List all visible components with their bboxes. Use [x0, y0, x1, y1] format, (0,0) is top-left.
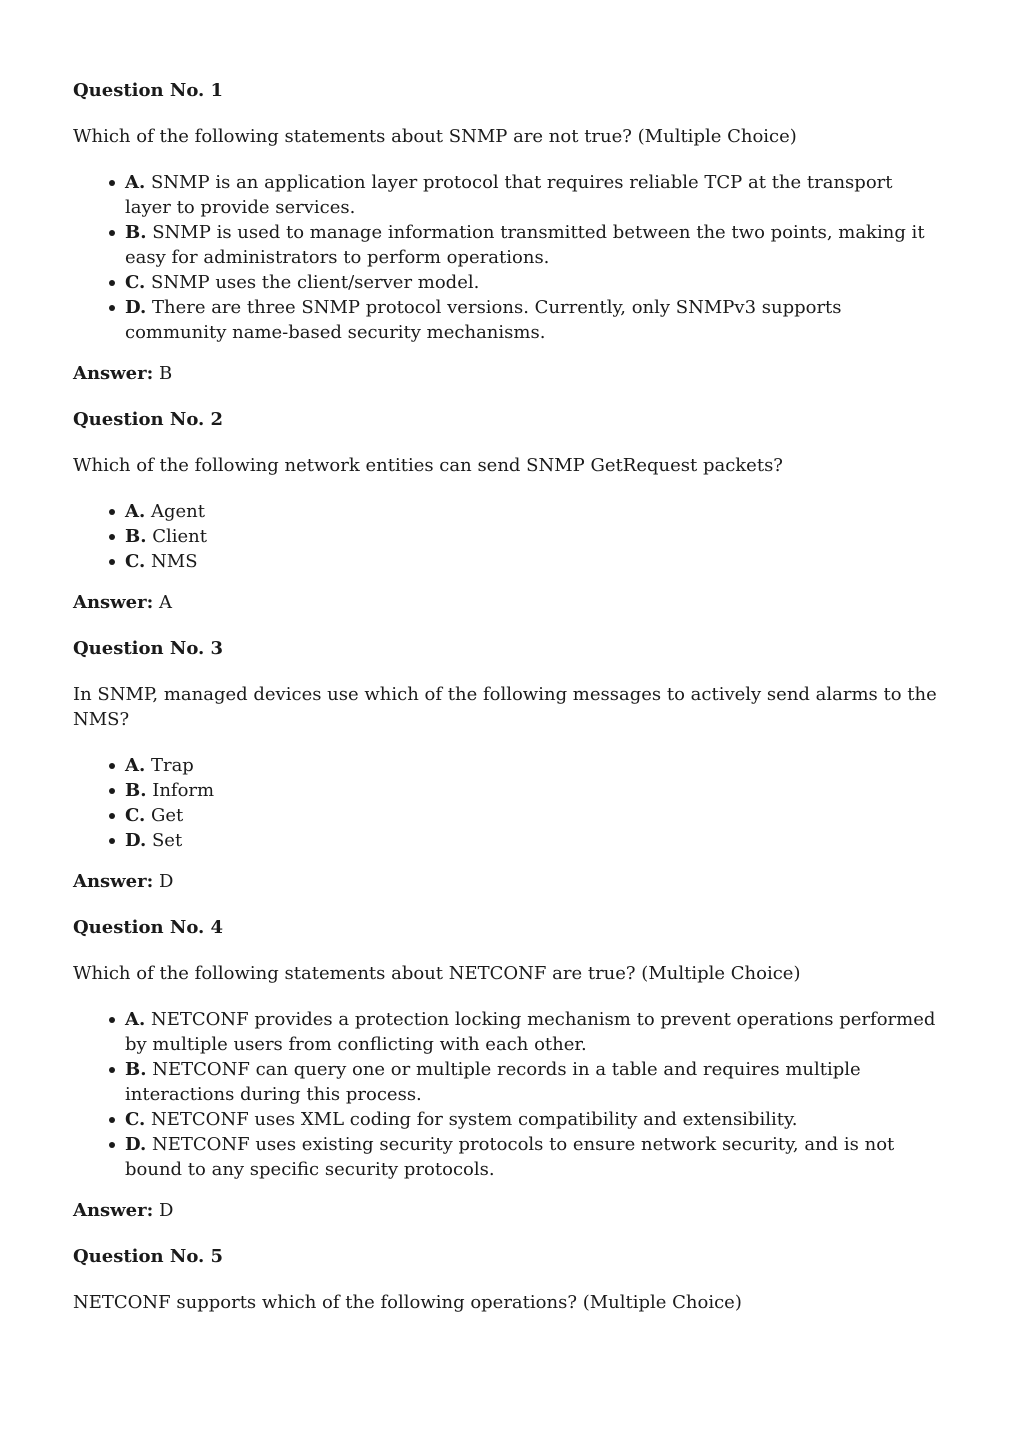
options-list — [73, 170, 938, 345]
option-b — [125, 220, 938, 270]
option-text: NETCONF provides a protection locking mechanism to prevent operations performed by multiple users from conflicting with each other. — [125, 1009, 936, 1055]
option-text: Client — [152, 526, 207, 547]
answer-value: D — [159, 871, 174, 892]
option-text: Agent — [150, 501, 205, 522]
option-letter: C. — [125, 272, 146, 293]
options-list — [73, 1007, 938, 1182]
answer-label: Answer: — [73, 871, 154, 892]
option-d — [125, 295, 938, 345]
option-text: NETCONF uses existing security protocols to ensure network security, and is not bound to any specific security protocols. — [125, 1134, 895, 1180]
option-a — [125, 499, 938, 524]
option-text: SNMP is an application layer protocol that requires reliable TCP at the transport layer to provide services. — [125, 172, 893, 218]
option-text: Get — [151, 805, 184, 826]
option-d — [125, 828, 938, 853]
answer-label: Answer: — [73, 592, 154, 613]
option-c — [125, 803, 938, 828]
option-a — [125, 753, 938, 778]
option-letter: B. — [125, 526, 147, 547]
question-5 — [73, 1244, 938, 1315]
question-4 — [73, 915, 938, 1223]
option-b — [125, 778, 938, 803]
option-c — [125, 270, 938, 295]
question-heading: Question No. 1 — [73, 80, 224, 101]
question-2 — [73, 407, 938, 615]
option-letter: A. — [125, 501, 146, 522]
answer-value: A — [159, 592, 172, 613]
option-letter: C. — [125, 1109, 146, 1130]
answer-value: D — [159, 1200, 174, 1221]
option-letter: B. — [125, 780, 147, 801]
question-heading: Question No. 5 — [73, 1246, 224, 1267]
option-letter: D. — [125, 297, 147, 318]
option-d — [125, 1132, 938, 1182]
question-text: Which of the following statements about NETCONF are true? (Multiple Choice) — [73, 963, 801, 984]
answer-line — [73, 1198, 938, 1223]
option-text: Trap — [150, 755, 194, 776]
option-letter: D. — [125, 1134, 147, 1155]
question-heading: Question No. 2 — [73, 409, 224, 430]
option-letter: A. — [125, 172, 146, 193]
option-letter: B. — [125, 1059, 147, 1080]
answer-value: B — [159, 363, 173, 384]
answer-label: Answer: — [73, 1200, 154, 1221]
option-text: NETCONF can query one or multiple records in a table and requires multiple interactions during this process. — [125, 1059, 861, 1105]
option-text: SNMP is used to manage information transmitted between the two points, making it easy for administrators to perform operations. — [125, 222, 925, 268]
option-text: Set — [151, 830, 183, 851]
question-3 — [73, 636, 938, 894]
option-b — [125, 524, 938, 549]
question-text: Which of the following statements about SNMP are not true? (Multiple Choice) — [73, 126, 797, 147]
options-list — [73, 499, 938, 574]
question-text: In SNMP, managed devices use which of the following messages to actively send alarms to the NMS? — [73, 684, 937, 730]
answer-line — [73, 361, 938, 386]
question-heading: Question No. 3 — [73, 638, 224, 659]
answer-line — [73, 869, 938, 894]
option-text: There are three SNMP protocol versions. Currently, only SNMPv3 supports community name-based security mechanisms. — [125, 297, 842, 343]
option-c — [125, 549, 938, 574]
option-letter: A. — [125, 755, 146, 776]
option-c — [125, 1107, 938, 1132]
options-list — [73, 753, 938, 853]
question-1 — [73, 78, 938, 386]
question-text: NETCONF supports which of the following operations? (Multiple Choice) — [73, 1292, 742, 1313]
question-heading: Question No. 4 — [73, 917, 224, 938]
option-a — [125, 170, 938, 220]
option-text: NETCONF uses XML coding for system compatibility and extensibility. — [151, 1109, 798, 1130]
answer-line — [73, 590, 938, 615]
option-letter: B. — [125, 222, 147, 243]
option-text: Inform — [152, 780, 215, 801]
option-a — [125, 1007, 938, 1057]
option-letter: A. — [125, 1009, 146, 1030]
option-letter: D. — [125, 830, 147, 851]
option-b — [125, 1057, 938, 1107]
option-letter: C. — [125, 551, 146, 572]
option-text: NMS — [151, 551, 198, 572]
answer-label: Answer: — [73, 363, 154, 384]
option-letter: C. — [125, 805, 146, 826]
question-text: Which of the following network entities can send SNMP GetRequest packets? — [73, 455, 783, 476]
option-text: SNMP uses the client/server model. — [151, 272, 480, 293]
